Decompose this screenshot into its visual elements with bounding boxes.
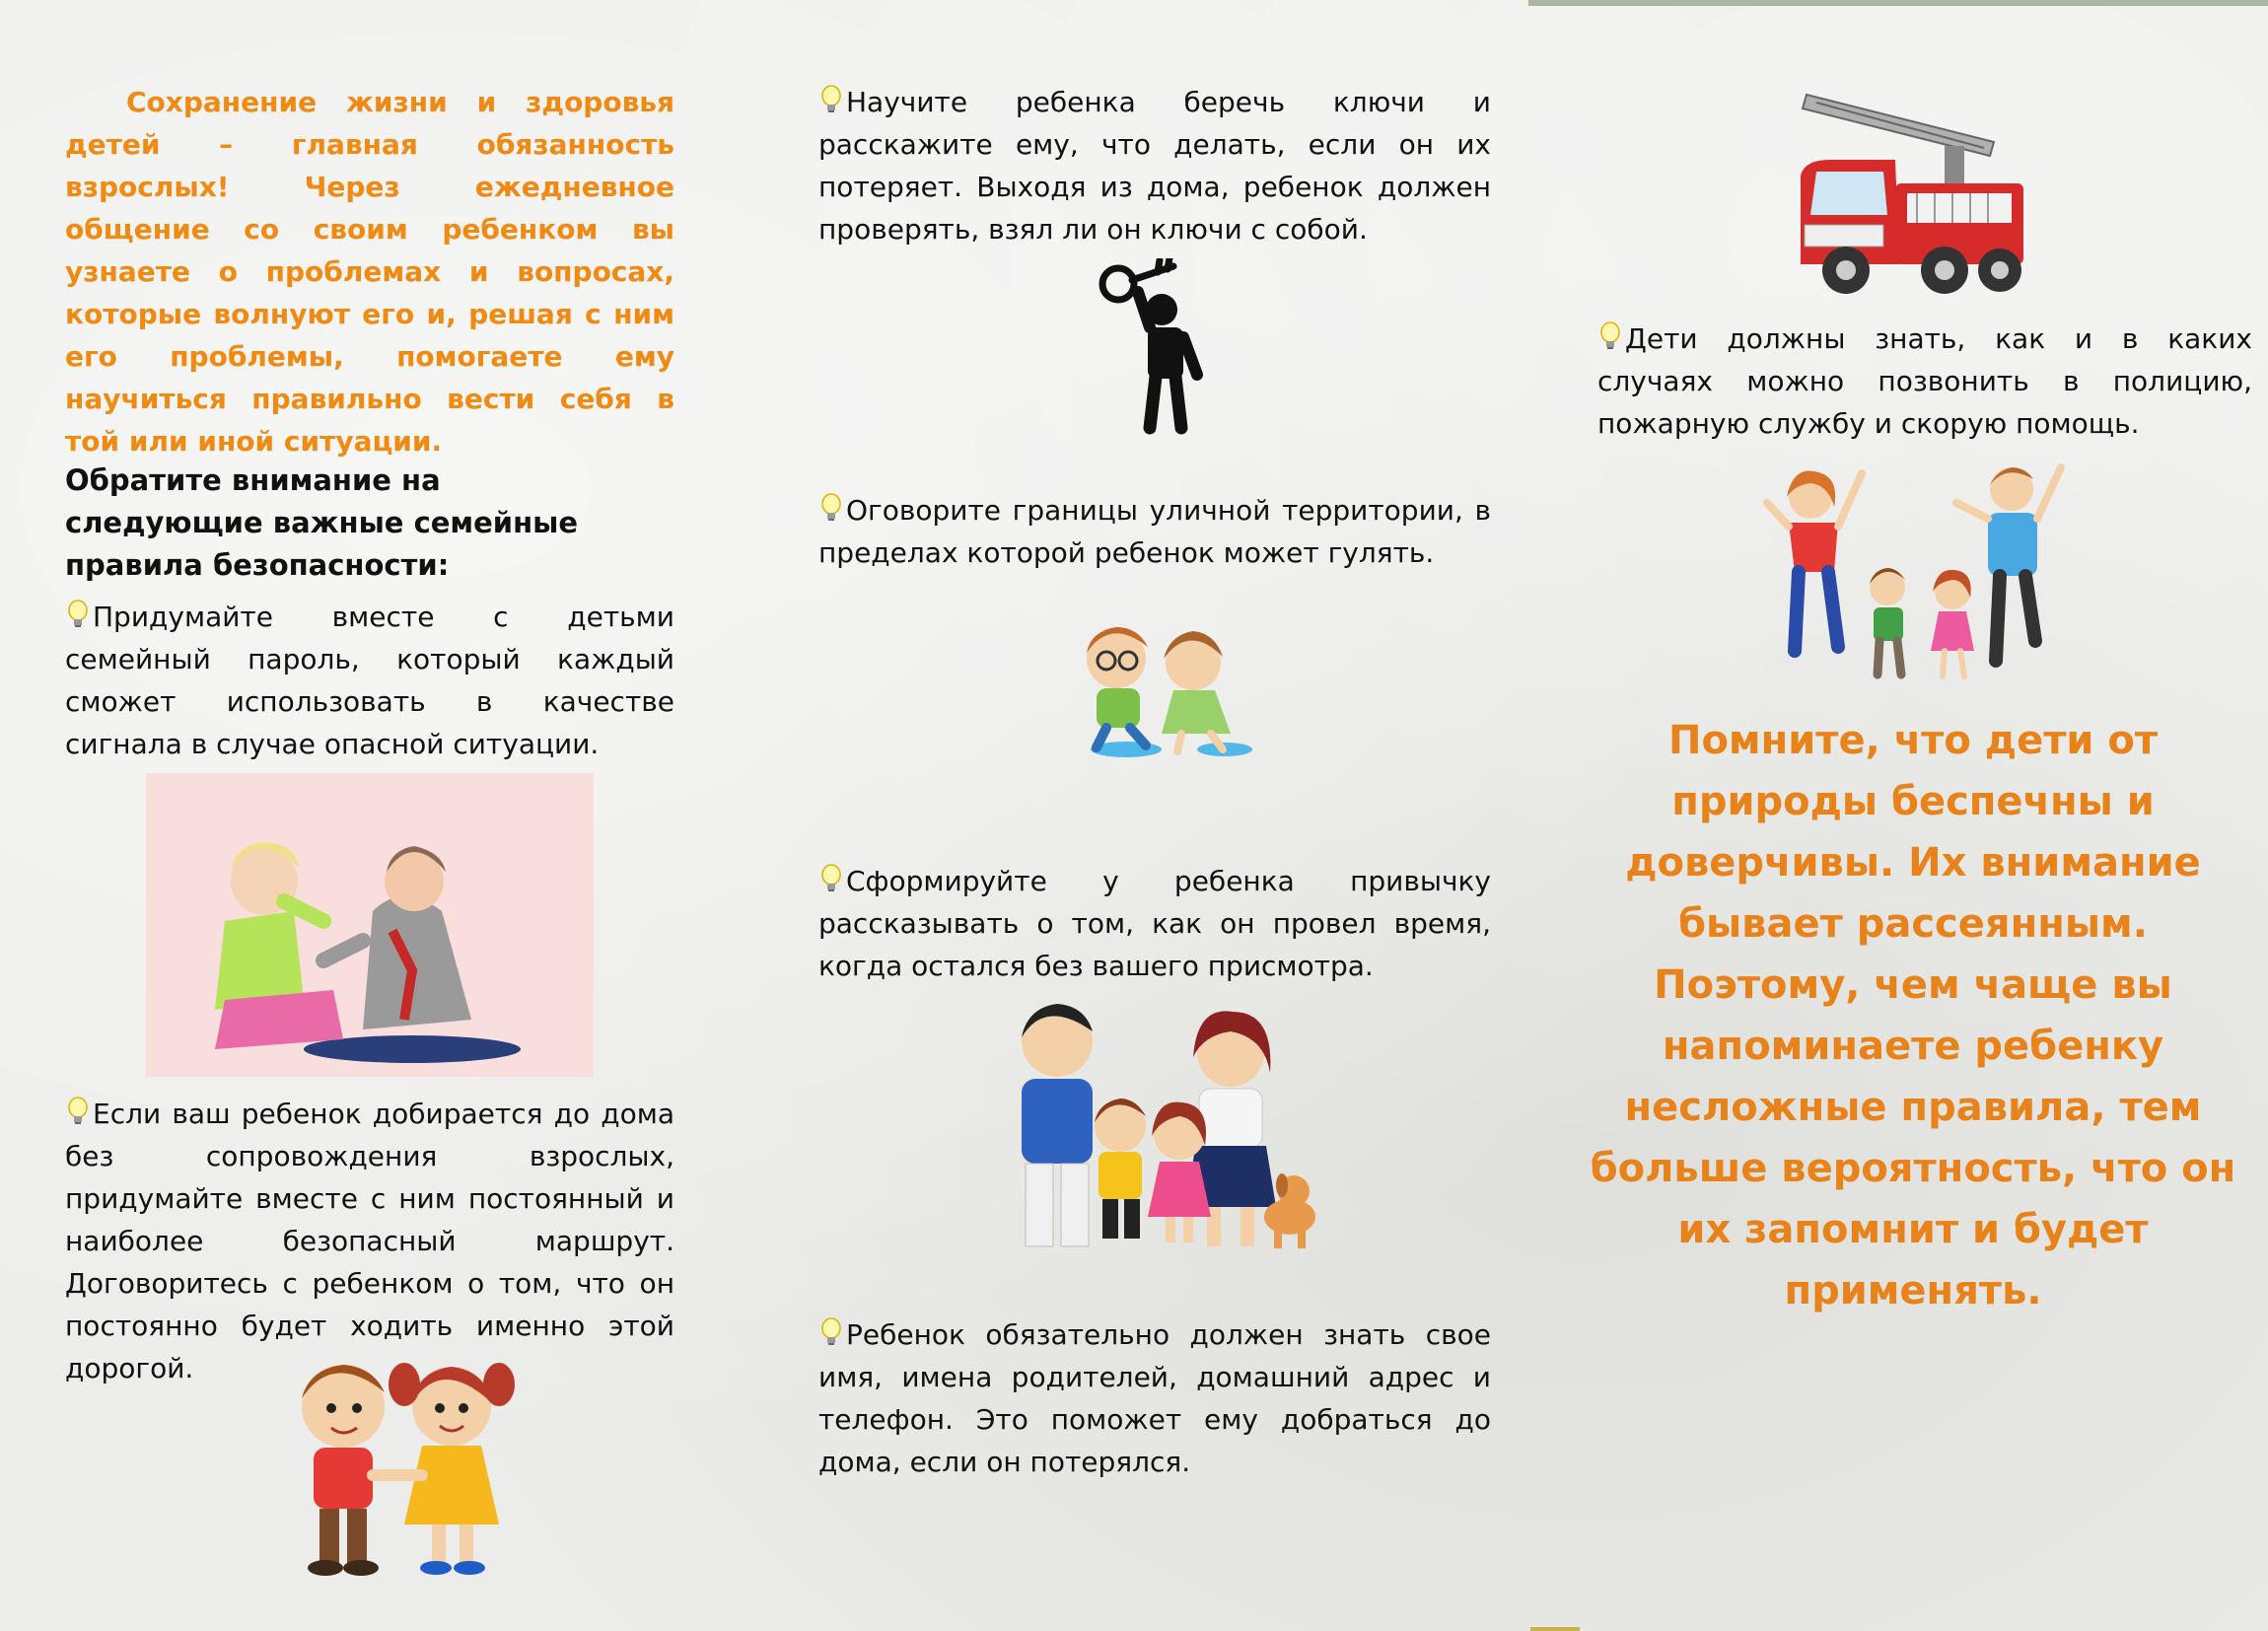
rule-emergency-call: Дети должны знать, как и в каких случаях можно позвонить в полицию, пожарную службу и скорую помощь. [1597, 322, 2252, 440]
final-reminder: Помните, что дети от природы беспечны и доверчивы. Их внимание бывает рассеянным. Поэтому, чем чаще вы напоминаете ребенку несложные правила, тем больше вероятность, что он их запомнит и будет применять. [1590, 718, 2236, 1313]
family-with-dog-illustration [986, 998, 1321, 1256]
kids-running-illustration [1067, 617, 1254, 761]
lightbulb-icon [65, 600, 91, 629]
rule-family-password: Придумайте вместе с детьми семейный пароль, который каждый сможет использовать в качестве сигнала в случае опасной ситуации. [65, 601, 674, 760]
lightbulb-icon [65, 1097, 91, 1126]
rule-report-time: Сформируйте у ребенка привычку рассказывать о том, как он провел время, когда остался без вашего присмотра. [818, 865, 1491, 982]
fire-truck-illustration [1797, 77, 2033, 306]
person-with-key-icon [1095, 258, 1213, 436]
rule-safe-route: Если ваш ребенок добирается до дома без сопровождения взрослых, придумайте вместе с ним постоянный и наиболее безопасный маршрут. Договоритесь с ребенком о том, что он постоянно будет ходить именно этой дорогой. [65, 1098, 674, 1384]
intro-text: Сохранение жизни и здоровья детей – главная обязанность взрослых! Через ежедневное общение со своим ребенком вы узнаете о проблемах и вопросах, которые волнуют его и, решая с ним его проблемы, помогаете ему научиться правильно вести себя в той или иной ситуации. [65, 86, 674, 458]
rule-territory: Оговорите границы уличной территории, в пределах которой ребенок может гулять. [818, 494, 1491, 569]
lightbulb-icon [818, 1317, 844, 1347]
bottom-accent [1530, 1627, 1580, 1631]
two-kids-illustration [274, 1347, 532, 1582]
rule-know-address: Ребенок обязательно должен знать свое имя, имена родителей, домашний адрес и телефон. Это поможет ему добраться до дома, если он потерялся. [818, 1318, 1491, 1478]
lightbulb-icon [818, 864, 844, 893]
lightbulb-icon [818, 493, 844, 523]
lightbulb-icon [1597, 321, 1623, 351]
jumping-family-illustration [1759, 463, 2065, 684]
mother-child-talk-illustration [146, 773, 594, 1077]
rules-heading: Обратите внимание на следующие важные семейные правила безопасности: [65, 463, 579, 582]
top-divider [1528, 0, 2268, 6]
lightbulb-icon [818, 85, 844, 114]
rule-keys: Научите ребенка беречь ключи и расскажите ему, что делать, если он их потеряет. Выходя из дома, ребенок должен проверять, взял ли он ключи с собой. [818, 86, 1491, 246]
